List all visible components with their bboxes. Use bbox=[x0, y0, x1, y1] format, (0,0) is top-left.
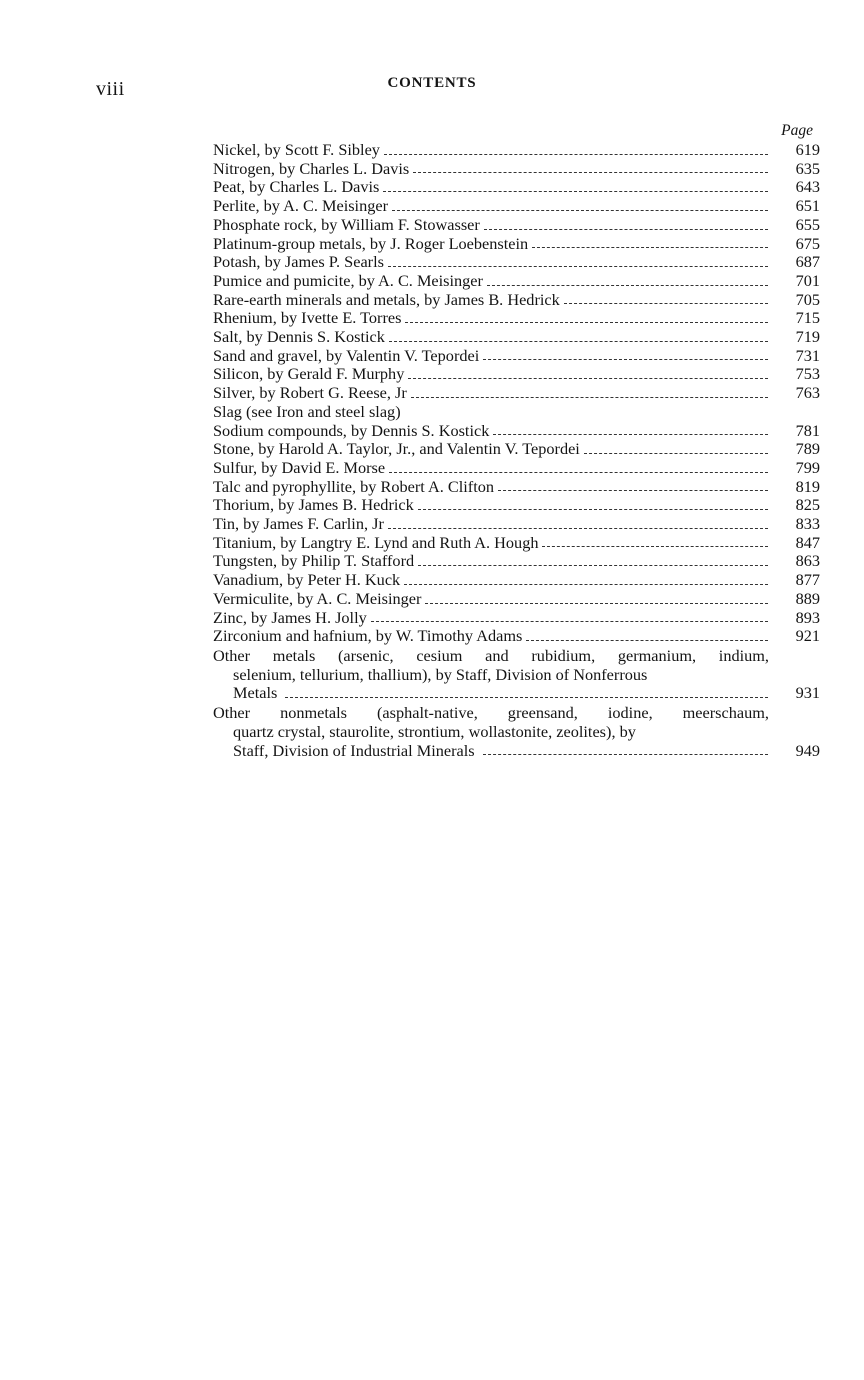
dot-leader bbox=[542, 545, 768, 547]
page-column-label: Page bbox=[781, 122, 813, 139]
toc-entry-title: Titanium, by Langtry E. Lynd and Ruth A. Hough bbox=[213, 532, 539, 552]
toc-entry-line: Metals bbox=[233, 683, 278, 703]
toc-entry bbox=[213, 272, 820, 291]
dot-leader bbox=[371, 620, 768, 622]
toc-entry bbox=[213, 534, 820, 553]
toc-entry bbox=[213, 328, 820, 347]
toc-entry-page: 863 bbox=[795, 551, 820, 571]
page-number: viii bbox=[96, 78, 125, 100]
dot-leader bbox=[564, 302, 768, 304]
dot-leader bbox=[418, 564, 768, 566]
toc-entry-title: Sodium compounds, by Dennis S. Kostick bbox=[213, 420, 490, 440]
dot-leader bbox=[487, 284, 768, 286]
dot-leader bbox=[418, 508, 768, 510]
toc-entry bbox=[213, 347, 820, 366]
dot-leader bbox=[493, 433, 768, 435]
toc-entry bbox=[213, 459, 820, 478]
toc-entry bbox=[213, 515, 820, 534]
toc-entry-page: 643 bbox=[795, 177, 820, 197]
toc-entry-title: Rhenium, by Ivette E. Torres bbox=[213, 308, 402, 328]
toc-entry-page: 687 bbox=[795, 252, 820, 272]
dot-leader bbox=[383, 190, 768, 192]
toc-entry-title: Silver, by Robert G. Reese, Jr bbox=[213, 383, 407, 403]
toc-entry-page: 705 bbox=[795, 289, 820, 309]
toc-entry bbox=[213, 160, 820, 179]
toc-entry-page: 931 bbox=[795, 683, 820, 703]
toc-entry-title: Nickel, by Scott F. Sibley bbox=[213, 140, 380, 159]
dot-leader bbox=[526, 639, 768, 641]
toc-entry-title: Sand and gravel, by Valentin V. Tepordei bbox=[213, 345, 480, 365]
dot-leader bbox=[405, 321, 768, 323]
toc-entry-title: Pumice and pumicite, by A. C. Meisinger bbox=[213, 270, 483, 290]
toc-entry-title: Zinc, by James H. Jolly bbox=[213, 607, 367, 627]
dot-leader bbox=[411, 396, 768, 398]
toc-entry bbox=[213, 552, 820, 571]
toc-entry-other-metals bbox=[213, 647, 820, 703]
toc-entry-title: Tin, by James F. Carlin, Jr bbox=[213, 514, 384, 534]
toc-entry bbox=[213, 384, 820, 403]
toc-entry-page: 789 bbox=[795, 439, 820, 459]
toc-entry-title: Silicon, by Gerald F. Murphy bbox=[213, 364, 405, 384]
toc-entry bbox=[213, 478, 820, 497]
toc-entry-page: 763 bbox=[795, 383, 820, 403]
toc-entry-page: 655 bbox=[795, 214, 820, 234]
toc-entry-line: selenium, tellurium, thallium), by Staff, Division of Nonferrous bbox=[233, 664, 648, 684]
toc-entry bbox=[213, 365, 820, 384]
toc-entry-page: 847 bbox=[795, 532, 820, 552]
toc-entry-title: Slag (see Iron and steel slag) bbox=[213, 401, 401, 421]
toc-entry-page: 753 bbox=[795, 364, 820, 384]
toc-entry bbox=[213, 571, 820, 590]
toc-entry bbox=[213, 216, 820, 235]
dot-leader bbox=[388, 265, 768, 267]
toc-entry bbox=[213, 609, 820, 628]
toc-entry bbox=[213, 253, 820, 272]
toc-entry-title: Salt, by Dennis S. Kostick bbox=[213, 327, 385, 347]
toc-entry-page: 651 bbox=[795, 196, 820, 216]
toc-entry-title: Vanadium, by Peter H. Kuck bbox=[213, 570, 401, 590]
toc-entry bbox=[213, 141, 820, 160]
dot-leader bbox=[392, 209, 768, 211]
toc-entry-page: 889 bbox=[795, 588, 820, 608]
dot-leader bbox=[408, 377, 768, 379]
toc-entry bbox=[213, 291, 820, 310]
toc-entry-title: Zirconium and hafnium, by W. Timothy Adams bbox=[213, 626, 523, 646]
dot-leader bbox=[483, 753, 768, 755]
dot-leader bbox=[389, 471, 768, 473]
dot-leader bbox=[285, 696, 768, 698]
toc-entry-page: 949 bbox=[795, 740, 820, 760]
toc-entry-page: 619 bbox=[795, 140, 820, 159]
running-head: CONTENTS bbox=[387, 75, 477, 91]
toc-entry-title: Sulfur, by David E. Morse bbox=[213, 457, 386, 477]
toc-entry bbox=[213, 440, 820, 459]
toc-entry-title: Tungsten, by Philip T. Stafford bbox=[213, 551, 415, 571]
toc-entry-page: 921 bbox=[795, 626, 820, 646]
dot-leader bbox=[584, 452, 768, 454]
toc-entry bbox=[213, 235, 820, 254]
toc-entry-title: Potash, by James P. Searls bbox=[213, 252, 384, 272]
dot-leader bbox=[532, 246, 768, 248]
toc-entry-page: 781 bbox=[795, 420, 820, 440]
toc-entry-page: 877 bbox=[795, 570, 820, 590]
toc-entry bbox=[213, 422, 820, 441]
toc-entry-page: 675 bbox=[795, 233, 820, 253]
dot-leader bbox=[483, 358, 768, 360]
toc-entry-title: Thorium, by James B. Hedrick bbox=[213, 495, 414, 515]
toc-entry bbox=[213, 627, 820, 646]
toc-entry bbox=[213, 197, 820, 216]
toc-entry bbox=[213, 403, 820, 422]
toc-entry-line: Other metals (arsenic, cesium and rubidium, germanium, indium, bbox=[213, 645, 769, 665]
dot-leader bbox=[388, 527, 768, 529]
toc-entry-page: 635 bbox=[795, 158, 820, 178]
toc-entry-line: Other nonmetals (asphalt-native, greensand, iodine, meerschaum, bbox=[213, 703, 769, 723]
toc-entry bbox=[213, 178, 820, 197]
toc-entry-page: 799 bbox=[795, 457, 820, 477]
dot-leader bbox=[404, 583, 768, 585]
toc-entry-title: Perlite, by A. C. Meisinger bbox=[213, 196, 389, 216]
toc-entry-line: quartz crystal, staurolite, strontium, wollastonite, zeolites), by bbox=[233, 721, 636, 741]
toc-entry-title: Talc and pyrophyllite, by Robert A. Clifton bbox=[213, 476, 495, 496]
toc-entry-line: Staff, Division of Industrial Minerals bbox=[233, 740, 475, 760]
toc-entry-title: Nitrogen, by Charles L. Davis bbox=[213, 158, 410, 178]
toc-entry-page: 719 bbox=[795, 327, 820, 347]
toc-entry-title: Vermiculite, by A. C. Meisinger bbox=[213, 588, 422, 608]
dot-leader bbox=[498, 489, 768, 491]
toc-entry-title: Stone, by Harold A. Taylor, Jr., and Valentin V. Tepordei bbox=[213, 439, 580, 459]
toc-entry bbox=[213, 590, 820, 609]
toc-entry-title: Phosphate rock, by William F. Stowasser bbox=[213, 214, 480, 234]
toc-entry-page: 893 bbox=[795, 607, 820, 627]
dot-leader bbox=[484, 228, 768, 230]
toc-entry-page: 715 bbox=[795, 308, 820, 328]
table-of-contents bbox=[213, 121, 820, 760]
toc-entry bbox=[213, 309, 820, 328]
toc-entry-title: Platinum-group metals, by J. Roger Loebenstein bbox=[213, 233, 529, 253]
dot-leader bbox=[384, 153, 768, 155]
toc-entry-title: Rare-earth minerals and metals, by James B. Hedrick bbox=[213, 289, 560, 309]
toc-entry-page: 825 bbox=[795, 495, 820, 515]
toc-entry-page: 833 bbox=[795, 514, 820, 534]
toc-entry-title: Peat, by Charles L. Davis bbox=[213, 177, 380, 197]
toc-entry-page: 819 bbox=[795, 476, 820, 496]
toc-entry-other-nonmetals bbox=[213, 704, 820, 760]
toc-entries bbox=[213, 141, 820, 646]
toc-entry-page: 701 bbox=[795, 270, 820, 290]
dot-leader bbox=[413, 171, 768, 173]
dot-leader bbox=[425, 602, 768, 604]
toc-entry bbox=[213, 496, 820, 515]
toc-entry-page: 731 bbox=[795, 345, 820, 365]
dot-leader bbox=[389, 340, 768, 342]
